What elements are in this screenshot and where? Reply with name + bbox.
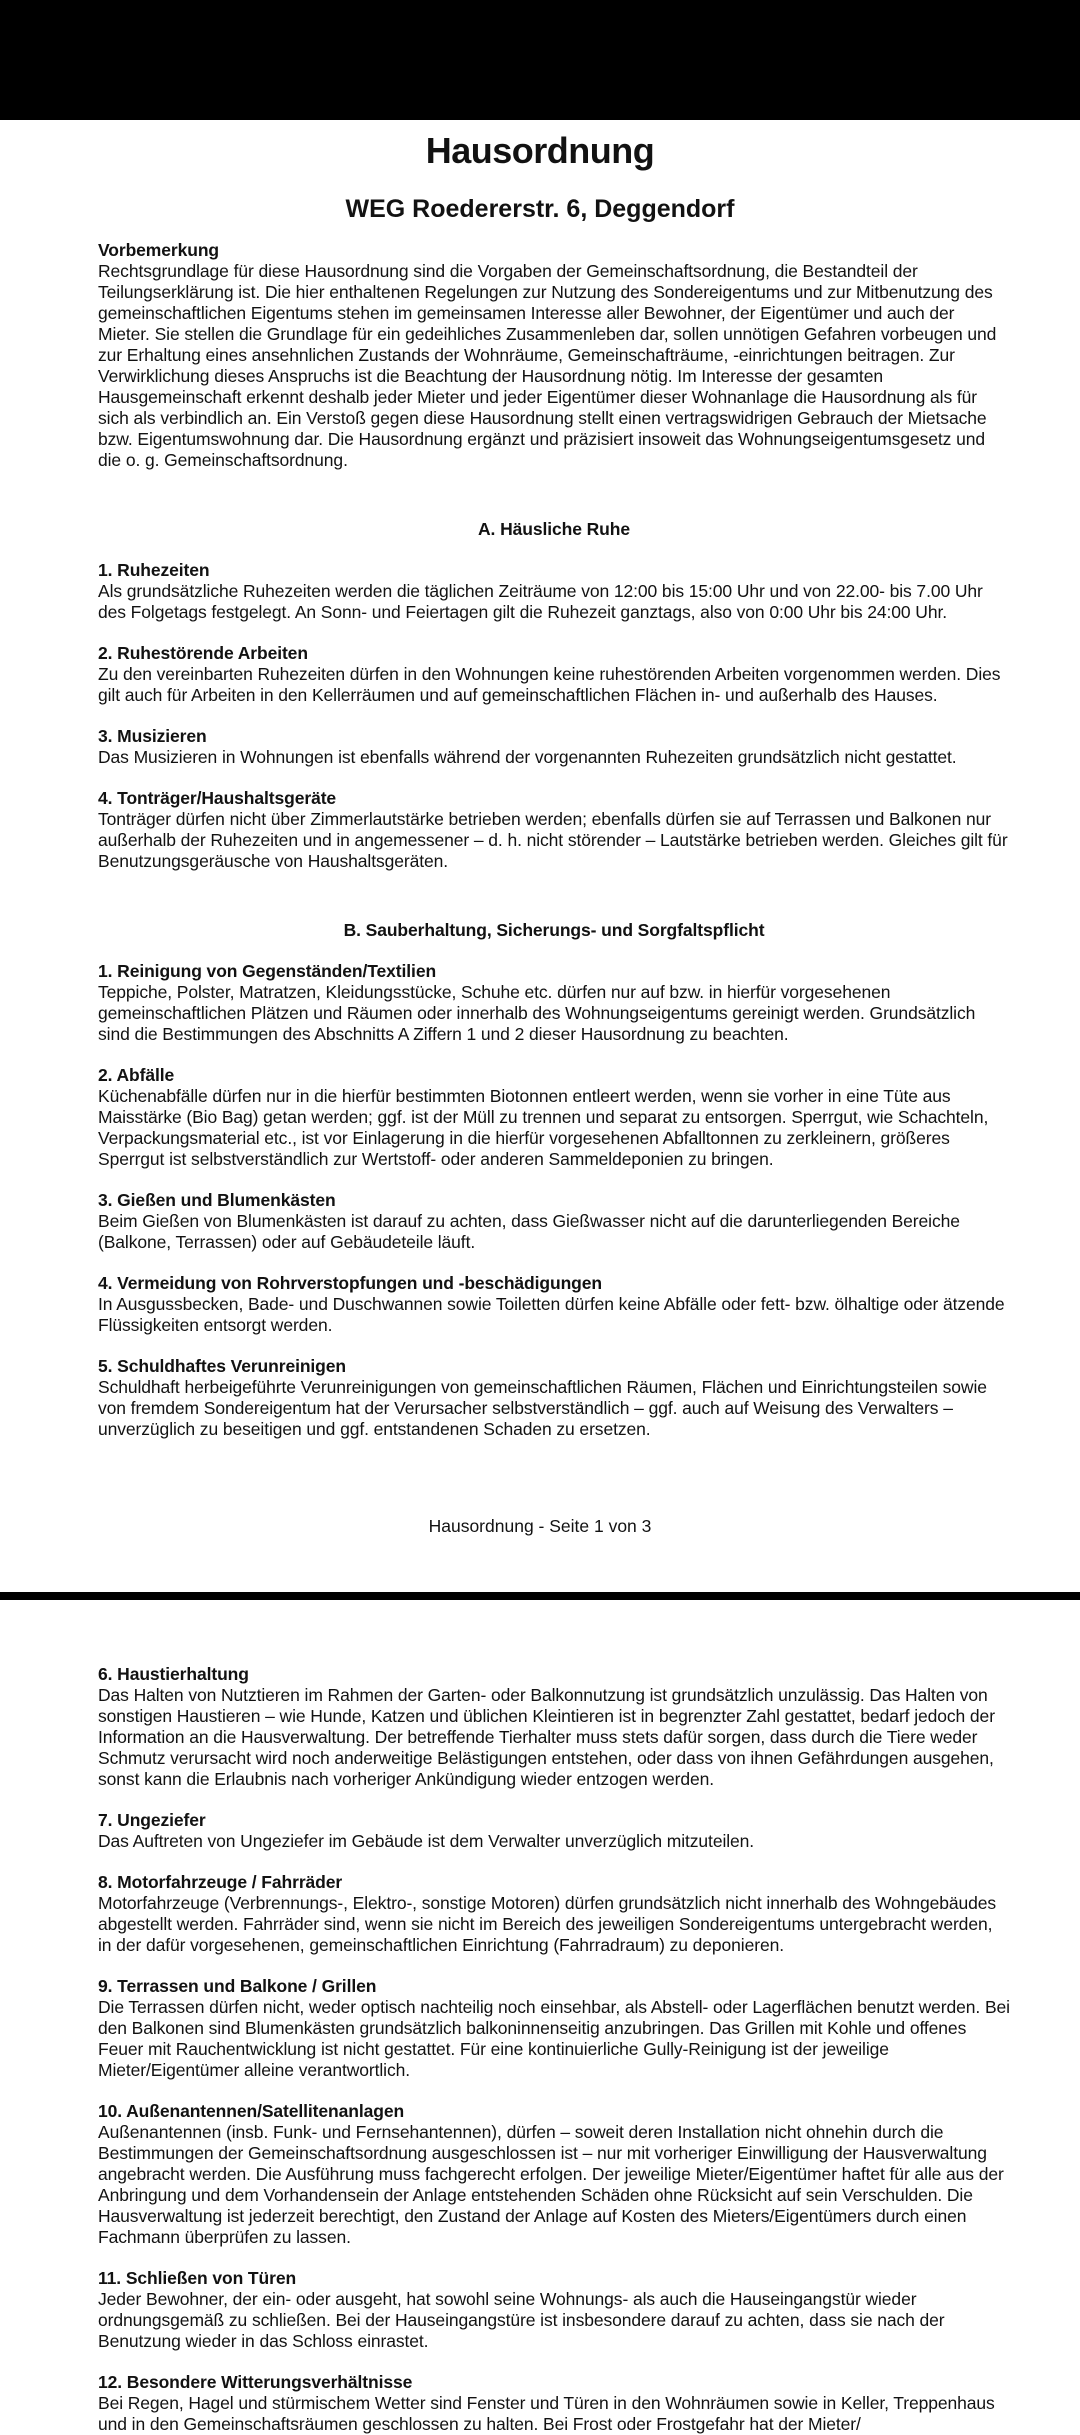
section-b-heading: B. Sauberhaltung, Sicherungs- und Sorgfaltspflicht [343, 920, 765, 940]
page-1-footer: Hausordnung - Seite 1 von 3 [428, 1516, 652, 1536]
section-a-item-1-body: Als grundsätzliche Ruhezeiten werden die täglichen Zeiträume von 12:00 bis 15:00 Uhr und von 22.00- bis 7.00 Uhr des Folgetags festgelegt. An Sonn- und Feiertagen gilt die Ruhezeit ganztags, also von 0:00 Uhr bis 24:00 Uhr. [98, 581, 983, 622]
item-7-heading: 7. Ungeziefer [98, 1810, 206, 1830]
preamble-body: Rechtsgrundlage für diese Hausordnung sind die Vorgaben der Gemeinschaftsordnung, die Bestandteil der Teilungserklärung ist. Die hier enthaltenen Regelungen zur Nutzung des Sondereigentums und zur Mitbenutzung des gemeinschaftlichen Eigentums stehen im gemeinsamen Interesse aller Bewohner, der Eigentümer und auch der Mieter. Sie stellen die Grundlage für ein gedeihliches Zusammenleben dar, sollen unnötigen Gefahren vorbeugen und zur Erhaltung eines ansehnlichen Zustands der Wohnräume, Gemeinschafträume, -einrichtungen beitragen. Zur Verwirklichung dieses Anspruchs ist die Beachtung der Hausordnung nötig. Im Interesse der gesamten Hausgemeinschaft erkennt deshalb jeder Mieter und jeder Eigentümer dieser Wohnanlage die Hausordnung als für sich als verbindlich an. Ein Verstoß gegen diese Hausordnung stellt einen vertragswidrigen Gebrauch der Mietsache bzw. Eigentumswohnung dar. Die Hausordnung ergänzt und präzisiert insoweit das Wohnungseigentumsgesetz und die o. g. Gemeinschaftsordnung. [98, 261, 997, 470]
item-9-heading: 9. Terrassen und Balkone / Grillen [98, 1976, 377, 1996]
section-b-item-2-body: Küchenabfälle dürfen nur in die hierfür bestimmten Biotonnen entleert werden, wenn sie vorher in eine Tüte aus Maisstärke (Bio Bag) getan werden; ggf. ist der Müll zu trennen und separat zu entsorgen. Sperrgut, wie Schachteln, Verpackungsmaterial etc., ist vor Einlagerung in die hierfür vorgesehenen Abfalltonnen zu zerkleinern, größeres Sperrgut ist selbstverständlich zur Wertstoff- oder anderen Sammeldeponien zu bringen. [98, 1086, 989, 1169]
item-8-heading: 8. Motorfahrzeuge / Fahrräder [98, 1872, 343, 1892]
document-subtitle: WEG Roedererstr. 6, Deggendorf [345, 195, 735, 223]
section-a-item-1-heading: 1. Ruhezeiten [98, 560, 210, 580]
document-page-2 [0, 1600, 1080, 2435]
item-10-body: Außenantennen (insb. Funk- und Fernsehantennen), dürfen – soweit deren Installation nicht ohnehin durch die Bestimmungen der Gemeinschaftsordnung ausgeschlossen ist – nur mit vorheriger Einwilligung der Hausverwaltung angebracht werden. Die Ausführung muss fachgerecht erfolgen. Der jeweilige Mieter/Eigentümer haftet für alle aus der Anbringung und dem Vorhandensein der Anlage entstehenden Schäden ohne Rücksicht auf sein Verschulden. Die Hausverwaltung ist jederzeit berechtigt, den Zustand der Anlage auf Kosten des Mieters/Eigentümers durch einen Fachmann überprüfen zu lassen. [98, 2122, 1004, 2247]
item-11-heading: 11. Schließen von Türen [98, 2268, 297, 2288]
section-b-item-4-body: In Ausgussbecken, Bade- und Duschwannen sowie Toiletten dürfen keine Abfälle oder fett- bzw. ölhaltige oder ätzende Flüssigkeiten entsorgt werden. [98, 1294, 1005, 1335]
section-a-item-3-body: Das Musizieren in Wohnungen ist ebenfalls während der vorgenannten Ruhezeiten grundsätzlich nicht gestattet. [98, 747, 957, 767]
item-7-body: Das Auftreten von Ungeziefer im Gebäude ist dem Verwalter unverzüglich mitzuteilen. [98, 1831, 755, 1851]
item-8-body: Motorfahrzeuge (Verbrennungs-, Elektro-, sonstige Motoren) dürfen grundsätzlich nicht innerhalb des Wohngebäudes abgestellt werden. Fahrräder sind, wenn sie nicht im Bereich des jeweiligen Sondereigentums untergebracht werden, in der dafür vorgesehenen, gemeinschaftlichen Einrichtung (Fahrradraum) zu deponieren. [98, 1893, 997, 1955]
item-12-heading: 12. Besondere Witterungsverhältnisse [98, 2372, 413, 2392]
section-a-heading: A. Häusliche Ruhe [478, 519, 630, 539]
section-b-item-5-heading: 5. Schuldhaftes Verunreinigen [98, 1356, 346, 1376]
item-6-body: Das Halten von Nutztieren im Rahmen der Garten- oder Balkonnutzung ist grundsätzlich unzulässig. Das Halten von sonstigen Haustieren – wie Hunde, Katzen und üblichen Kleintieren ist in begrenzter Zahl gestattet, bedarf jedoch der Information an die Hausverwaltung. Der betreffende Tierhalter muss stets dafür sorgen, dass durch die Tiere weder Schmutz verursacht wird noch anderweitige Belästigungen entstehen, oder dass von ihnen Gefährdungen ausgehen, sonst kann die Erlaubnis nach vorheriger Ankündigung wieder entzogen werden. [98, 1685, 995, 1789]
section-b-item-2-heading: 2. Abfälle [98, 1065, 175, 1085]
preamble-heading: Vorbemerkung [98, 240, 220, 260]
item-11-body: Jeder Bewohner, der ein- oder ausgeht, hat sowohl seine Wohnungs- als auch die Hauseingangstür wieder ordnungsgemäß zu schließen. Bei der Hauseingangstüre ist insbesondere darauf zu achten, dass sie nach der Benutzung wieder in das Schloss einrastet. [98, 2289, 945, 2351]
document-page-1 [0, 130, 1080, 1592]
item-9-body: Die Terrassen dürfen nicht, weder optisch nachteilig noch einsehbar, als Abstell- oder Lagerflächen benutzt werden. Bei den Balkonen sind Blumenkästen grundsätzlich balkoninnenseitig anzubringen. Das Grillen mit Kohle und offenes Feuer mit Rauchentwicklung ist nicht gestattet. Für eine kontinuierliche Gully-Reinigung ist der jeweilige Mieter/Eigentümer alleine verantwortlich. [98, 1997, 1010, 2080]
section-b-item-5-body: Schuldhaft herbeigeführte Verunreinigungen von gemeinschaftlichen Räumen, Flächen und Einrichtungsteilen sowie von fremdem Sondereigentum hat der Verursacher selbstverständlich – ggf. auch auf Weisung des Verwalters – unverzüglich zu beseitigen und ggf. entstandenen Schaden zu ersetzen. [98, 1377, 987, 1439]
item-10-heading: 10. Außenantennen/Satellitenanlagen [98, 2101, 405, 2121]
section-a-item-2-heading: 2. Ruhestörende Arbeiten [98, 643, 308, 663]
page-1-content [0, 240, 1080, 1440]
section-b-item-4-heading: 4. Vermeidung von Rohrverstopfungen und -beschädigungen [98, 1273, 602, 1293]
section-a-item-4-body: Tonträger dürfen nicht über Zimmerlautstärke betrieben werden; ebenfalls dürfen sie auf Terrassen und Balkonen nur außerhalb der Ruhezeiten und in angemessener – d. h. nicht störender – Lautstärke betrieben werden. Gleiches gilt für Benutzungsgeräusche von Haushaltsgeräten. [98, 809, 1008, 871]
section-a-item-3-heading: 3. Musizieren [98, 726, 207, 746]
page-break-separator [0, 1592, 1080, 1600]
section-b-item-3-body: Beim Gießen von Blumenkästen ist darauf zu achten, dass Gießwasser nicht auf die darunterliegenden Bereiche (Balkone, Terrassen) oder auf Gebäudeteile läuft. [98, 1211, 960, 1252]
section-b-item-1-heading: 1. Reinigung von Gegenständen/Textilien [98, 961, 437, 981]
section-a-item-2-body: Zu den vereinbarten Ruhezeiten dürfen in den Wohnungen keine ruhestörenden Arbeiten vorgenommen werden. Dies gilt auch für Arbeiten in den Kellerräumen und auf gemeinschaftlichen Flächen in- und außerhalb des Hauses. [98, 664, 1001, 705]
page-2-content [0, 1600, 1080, 2435]
section-b-item-3-heading: 3. Gießen und Blumenkästen [98, 1190, 336, 1210]
section-b-item-1-body: Teppiche, Polster, Matratzen, Kleidungsstücke, Schuhe etc. dürfen nur auf bzw. in hierfür vorgesehenen gemeinschaftlichen Plätzen und Räumen oder innerhalb des Wohnungseigentums gereinigt werden. Grundsätzlich sind die Bestimmungen des Abschnitts A Ziffern 1 und 2 dieser Hausordnung zu beachten. [98, 982, 976, 1044]
item-6-heading: 6. Haustierhaltung [98, 1664, 249, 1684]
item-12-body: Bei Regen, Hagel und stürmischem Wetter sind Fenster und Türen in den Wohnräumen sowie in Keller, Treppenhaus und in den Gemeinschaftsräumen geschlossen zu halten. Bei Frost oder Frostgefahr hat der Mieter/ [98, 2393, 995, 2434]
viewer-letterbox-bar [0, 0, 1080, 120]
section-a-item-4-heading: 4. Tonträger/Haushaltsgeräte [98, 788, 337, 808]
document-title: Hausordnung [425, 130, 655, 171]
